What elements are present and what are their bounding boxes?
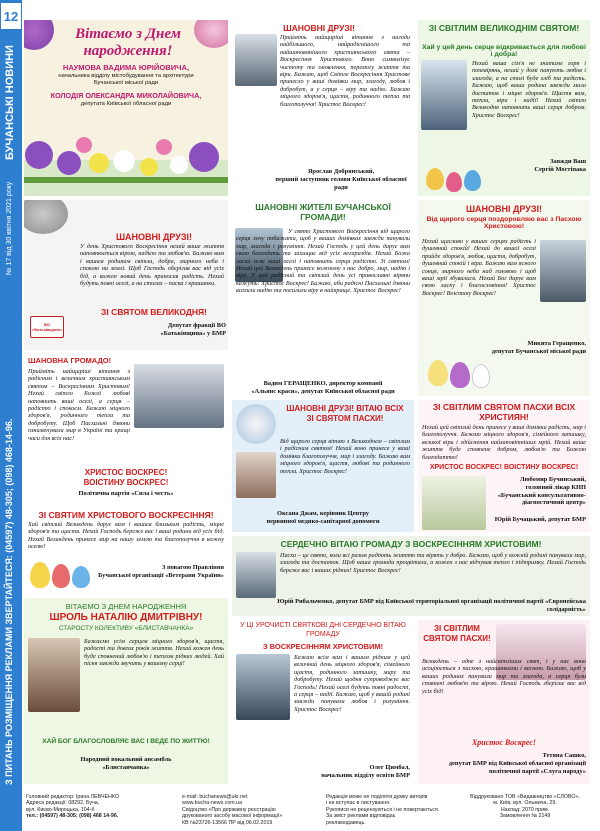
birthday-title: Вітаємо з Днем народження! [75, 26, 181, 59]
greeting-body: Нехай щасливо у ваших серцях радість і душевний спокій! Нехай до вашої оселі прийде здоров'я, любов, щастя, добробут, душевний спокій і віра. Бажаю вам ясного сонця, мирного неба над головою і щоб ваші мрії збувалися. Нехай Бог дарує вам свою ласку і благословіння! Христос Воскрес! Воістину Воскрес! [422, 238, 536, 297]
greeting-heading: ЗІ СВІТЛИМ СВЯТОМ ПАСХИ ВСІХ ХРИСТИЯН! [432, 402, 576, 422]
birthday-shrol [24, 598, 228, 784]
greeting-closing: ХРИСТОС ВОСКРЕС! ВОІСТИНУ ВОСКРЕС! [429, 464, 579, 471]
easter-egg-icon [428, 360, 448, 386]
signature-name: Вадим ГЕРАЩЕНКО, директор компанії [263, 380, 383, 387]
footer-line: Головний редактор: Ірина ЛЕВЧЕНКО [26, 794, 120, 800]
greeting-gerashchenko-mykyta [418, 200, 590, 396]
signature-title: Завжди Ваш [550, 158, 586, 165]
greeting-body: У день Христового Воскресіння нехай ваше життя наповнюється вірою, надією та любов'ю. Бажаю вам і вашим родинам світла, добра, мирного неба і спокою на землі. Щоб Господь оберігав вас від усіх бід, а кожен новий день приносив радість. Нехай будуть повні оселі, а на столах – паска і крашанки. [80, 243, 224, 288]
greeting-closing: ЗІ СВЯТОМ ВЕЛИКОДНЯ! [101, 307, 207, 317]
greeting-dzham [232, 400, 414, 532]
portrait-photo [28, 638, 80, 712]
easter-egg-icon [450, 362, 470, 388]
footer-line: друкованого засобу масової інформації» [182, 813, 283, 820]
greeting-dobrianskyi [232, 20, 414, 196]
greeting-gerashchenko-vadym [232, 200, 414, 396]
footer-line: рекламодавець. [326, 819, 366, 826]
signature-name: Любомир Бучинський, [519, 476, 586, 483]
footer-line: Наклад: 2070 прим. [500, 806, 550, 813]
party-logo-text: ВО «Батьківщина» [31, 322, 62, 332]
signature-role: Політична партія «Сила і честь» [78, 490, 174, 497]
greeting-subheading: Хай у цей день серце відкривається для любові і добра! [422, 44, 586, 58]
greeting-body: Бажаємо усім серцем міцного здоров'я, щастя, радості та довгих років життя. Нехай кожен день буде сповнений любов'ю і теплом рідних людей. Хай пісня завжди звучить у вашому серці! [84, 638, 224, 668]
greeting-batkivshchyna [24, 200, 228, 350]
willow-decoration-icon [24, 200, 68, 234]
greeting-closing-2: ВОІСТИНУ ВОСКРЕС! [83, 478, 169, 487]
footer-line: вул. Києво-Мироцька, 104-б [26, 806, 95, 813]
signature-name: Оксана Джам, керівник Центру [276, 510, 369, 517]
birthday-name-1: НАУМОВА ВАДИМА ЮРІЙОВИЧА, [62, 63, 190, 72]
footer [22, 790, 600, 831]
signature-title: З повагою Правління [161, 564, 224, 571]
footer-col-disclaimer [326, 794, 446, 826]
greeting-body: Від щирого серця вітаю з Великоднем – світлим і радісним святом! Нехай воно принесе у ваші домівки благополуччя, мир і злагоду. Бажаю вам міцного здоров'я, щастя, любові та родинного тепла. Христос Воскрес! [280, 438, 410, 475]
greeting-body: Бажаю всім вам і вашим рідним у цей величний день міцного здоров'я, сімейного щастя, родинного затишку, миру та добробуту. Нехай щодня супроводжує вас Господь! Нехай оселі будуть повні радості, а серця – надії. Бажаю, щоб у вашій родині завжди панували любов і розуміння. Христос Воскрес! [294, 654, 410, 713]
birthday-role-2: депутата Київської обласної ради [80, 101, 172, 107]
team-photo [134, 364, 224, 428]
signature-name: Народний вокальний ансамбль [80, 756, 172, 763]
footer-line: Рукописи не рецензуються і не повертаються. [326, 806, 440, 813]
footer-line: Адреса редакції: 08292, Буча, [26, 800, 100, 807]
portrait-photo [236, 654, 290, 720]
greeting-body: Пасха – це свято, коли всі разом радіють життю та вірять у добро. Бажаю, щоб у кожній родині панували мир, злагода та достаток. Щоб наша громада процвітала, а кожен з нас відчував тепло і підтримку. Нехай Господь береже вас і ваших рідних! Христос Воскрес! [280, 552, 586, 574]
easter-egg-icon [72, 566, 90, 588]
greeting-buchynskyi [418, 400, 590, 532]
greeting-body: Хай світлий Великдень дарує вам і вашим близьким радість, міцне здоров'я та щастя. Нехай Господь береже вас і ваші родини від усіх бід. Нехай Великдень принесе мир на нашу землю та благополуччя в кожну оселю! [28, 521, 224, 551]
signature-role: головний лікар КНП «Бучанський консультативно-діагностичний центр» [497, 484, 586, 507]
greeting-body: Великдень – одне з найсвітліших свят, і у нас воно асоціюється з пасхою, крашанками і весною. Бажаю, щоб у ваших родинах панували мир та злагода, а серця були сповнені любов'ю та вірою. Нехай Господь зберігає вас від усіх бід! [422, 658, 586, 695]
birthday-banner [24, 20, 228, 196]
signature-role: перший заступник голови Київської обласної ради [275, 176, 407, 191]
footer-line: Замовлення № 2149 [499, 813, 551, 820]
page-number: 12 [0, 2, 22, 30]
flowers-decoration-icon [236, 404, 276, 444]
greeting-body: У свято Христового Воскресіння від щирого серця хочу побажати, щоб у ваших домівках завжди панували мир, злагода і розуміння. Нехай Господь у цей день дарує вам свою благодать та захищає від усіх негараздів. Нехай Божа ласка осяє ваші оселі і наповнить серця радістю. Зі святом! Нехай цей Великдень принесе кожному з нас добро, мир, надію і віру. У цей радісний та світлий день усі православні віряни кажуть: Христос Воскрес! Бажаю, аби радісні Пасхальні дзвони вселили надію та посилили віру в найкраще. Христос Воскрес! [236, 228, 410, 295]
easter-egg-icon [30, 562, 50, 588]
greeting-heading: ШАНОВНА ГРОМАДО! [28, 356, 112, 365]
greeting-heading: ВІТАЄМО З ДНЕМ НАРОДЖЕННЯ [65, 602, 187, 611]
greeting-sashko [418, 620, 590, 784]
greeting-body: Прийміть найщиріші вітання з радісним і величним християнським святом – Воскресінням Христовим! Нехай світло Божої любові наповнить ваші оселі, а серця – радістю і спокоєм. Бажаю міцного здоров'я, родинного тепла та добробуту. Щоб Пасхальні дзвони ознаменували мир в Україні та кращі часи для всіх нас! [28, 368, 130, 442]
greeting-rybalchenko [232, 536, 590, 616]
greeting-closing: ХАЙ БОГ БЛАГОСЛОВЛЯЄ ВАС І ВЕДЕ ПО ЖИТТЮ! [42, 738, 210, 745]
greeting-heading: СЕРДЕЧНО ВІТАЮ ГРОМАДУ З ВОСКРЕСІННЯМ ХРИСТОВИМ! [280, 539, 542, 549]
greeting-syla-i-chest [24, 354, 228, 504]
signature-role: первинної медико-санітарної допомоги [266, 518, 380, 525]
signature-role: начальник відділу освіти БМР [321, 772, 410, 779]
paper-name: БУЧАНСЬКІ НОВИНИ [4, 45, 16, 160]
birthday-role: СТАРОСТУ КОЛЕКТИВУ «БЛИСТАВЧАНКА» [58, 625, 194, 632]
footer-line: www.bucha-news.com.ua [182, 800, 243, 807]
footer-line: За зміст реклами відповідає [326, 813, 396, 820]
footer-line: і не вступає в листування. [326, 800, 391, 807]
footer-col-printing [452, 794, 598, 820]
footer-col-editorial [26, 794, 176, 820]
signature-role: Бучанської організації «Ветерани України» [98, 572, 224, 579]
signature-role: депутат БМР від Київської обласної організації політичної партії «Слуга народу» [448, 760, 586, 775]
greeting-tsymbal [232, 620, 414, 784]
signature-role: «Блиставчанка» [102, 764, 150, 771]
signature-role: депутат Бучанської міської ради [491, 348, 586, 355]
greeting-subheading: З ВОСКРЕСІННЯМ ХРИСТОВИМ! [262, 642, 384, 651]
easter-egg-icon [52, 564, 70, 588]
portrait-photo [235, 34, 277, 86]
greeting-mostipaka [418, 20, 590, 196]
signature-name: Сергій Мостіпака [534, 166, 586, 173]
birthday-name: ШРОЛЬ НАТАЛІЮ ДМИТРІВНУ! [49, 612, 203, 623]
footer-col-registration [182, 794, 322, 826]
greeting-heading: У ЦІ УРОЧИСТІ СВЯТКОВІ ДНІ СЕРДЕЧНО ВІТАЮ ГРОМАДУ [240, 622, 406, 638]
portrait-photo [236, 452, 276, 498]
greeting-closing-1: ХРИСТОС ВОСКРЕС! [84, 468, 168, 477]
greeting-heading: ЗІ СВЯТИМ ХРИСТОВОГО ВОСКРЕСІННЯ! [38, 510, 214, 520]
signature-name: Олег Цимбал, [369, 764, 410, 771]
greeting-body: Нехай цей світлий день принесе у ваші домівки радість, мир і благополуччя. Бажаю міцного здоров'я, сімейного затишку, великої віри і здійснення найзаповітніших мрій. Нехай ваше життя буде сповнене добром, любов'ю та Божою благодаттю! [422, 424, 586, 461]
footer-line: e-mail: buchanews@ukr.net [182, 794, 248, 800]
signature-extra: Юрій Бучацький, депутат БМР [494, 516, 586, 523]
portrait-photo [540, 240, 586, 302]
ads-contact: З ПИТАНЬ РОЗМІЩЕННЯ РЕКЛАМИ ЗВЕРТАЙТЕСЯ: (04597) 48-305; (098) 468-14-96. [4, 418, 14, 785]
footer-line: тел.: (04597) 48-305; (098) 468 14-96. [26, 813, 119, 820]
willow-photo [422, 476, 486, 530]
signature: Юрій Рибальченко, депутат БМР від Київської територіальної організації політичної партії «Європейська солідарність» [277, 598, 586, 613]
footer-line: Віддруковано ТОВ «Видавництво «СЛОВО», [470, 794, 580, 800]
flowers-image [24, 115, 228, 196]
footer-line: м. Київ, вул. Ольжича, 29. [493, 800, 557, 807]
easter-egg-icon [464, 170, 481, 191]
signature-role: «Альянс краси», депутат Київської обласної ради [251, 388, 395, 395]
greeting-subheading: Від щирого серця поздоровляю вас з Пасхою Христовою! [426, 216, 582, 230]
greeting-heading: ШАНОВНІ ДРУЗІ! [115, 232, 193, 242]
portrait-photo [421, 60, 467, 130]
signature-role: Депутат фракції ВО «Батьківщина» у БМР [160, 322, 226, 337]
birthday-name-2: КОЛОДІЯ ОЛЕКСАНДРА МИКОЛАЙОВИЧА, [50, 91, 202, 100]
easter-egg-icon [446, 172, 462, 192]
footer-line: КВ №23726-13566 ПР від 06.02.2019 [182, 819, 273, 826]
portrait-photo [236, 552, 276, 598]
footer-line: Редакція може не поділяти думку авторів [326, 794, 428, 800]
greeting-closing: Христос Воскрес! [471, 738, 537, 747]
greeting-heading: ЗІ СВІТЛИМ ВЕЛИКОДНІМ СВЯТОМ! [428, 23, 580, 33]
footer-line: Свідоцтво «Про державну реєстрацію [182, 806, 276, 813]
greeting-body: Прийміть найщиріші вітання з нагоди найбільшого, найрадіснішого та найшанованішого християнського свята – Воскресіння Христового. Воно символізує чистоту та оновлення, перемогу життя та віри. Бажаю, щоб Світле Воскресіння Христове принесло у ваші домівки мир, злагоду, любов і добробут, а у серця – віру та надію. Бажаю міцного здоров'я, щастя, родинного тепла та благополуччя! Христос Воскрес! [280, 34, 410, 108]
signature-name: Тетяна Сашко, [542, 752, 586, 759]
greeting-heading: ШАНОВНІ ДРУЗІ! [465, 204, 543, 214]
easter-egg-icon [426, 168, 444, 190]
birthday-role-1: начальника відділу містобудування та архітектури Бучанської міської ради [58, 73, 194, 86]
easter-egg-icon [472, 364, 490, 388]
signature-name: Ярослав Добрянський, [307, 168, 375, 175]
issue-date: № 17 від 30 квітня 2021 року [6, 181, 13, 275]
greeting-heading: ШАНОВНІ ДРУЗІ! ВІТАЮ ВСІХ ЗІ СВЯТОМ ПАСХИ! [286, 404, 404, 423]
greeting-heading: ШАНОВНІ ДРУЗІ! [283, 23, 355, 33]
greeting-body: Нехай ваша сім'я не знатиме горя і поневірянь, нехай у домі панують любов і злагода, а на столі буде хліб та радість. Бажаю, щоб ваша родина завжди мала достаток і міцне здоров'я. Щастя вам, тепла, віри і надії! Нехай світло Великодня наповнить ваші серця добром. Христос Воскрес! [472, 60, 586, 119]
signature-name: Микита Геращенко, [527, 340, 586, 347]
sidebar [0, 0, 22, 831]
greeting-heading: ШАНОВНІ ЖИТЕЛІ БУЧАНСЬКОЇ ГРОМАДИ! [255, 202, 391, 222]
greeting-heading: ЗІ СВІТЛИМ СВЯТОМ ПАСХИ! [423, 624, 491, 643]
greeting-veterany [24, 508, 228, 594]
